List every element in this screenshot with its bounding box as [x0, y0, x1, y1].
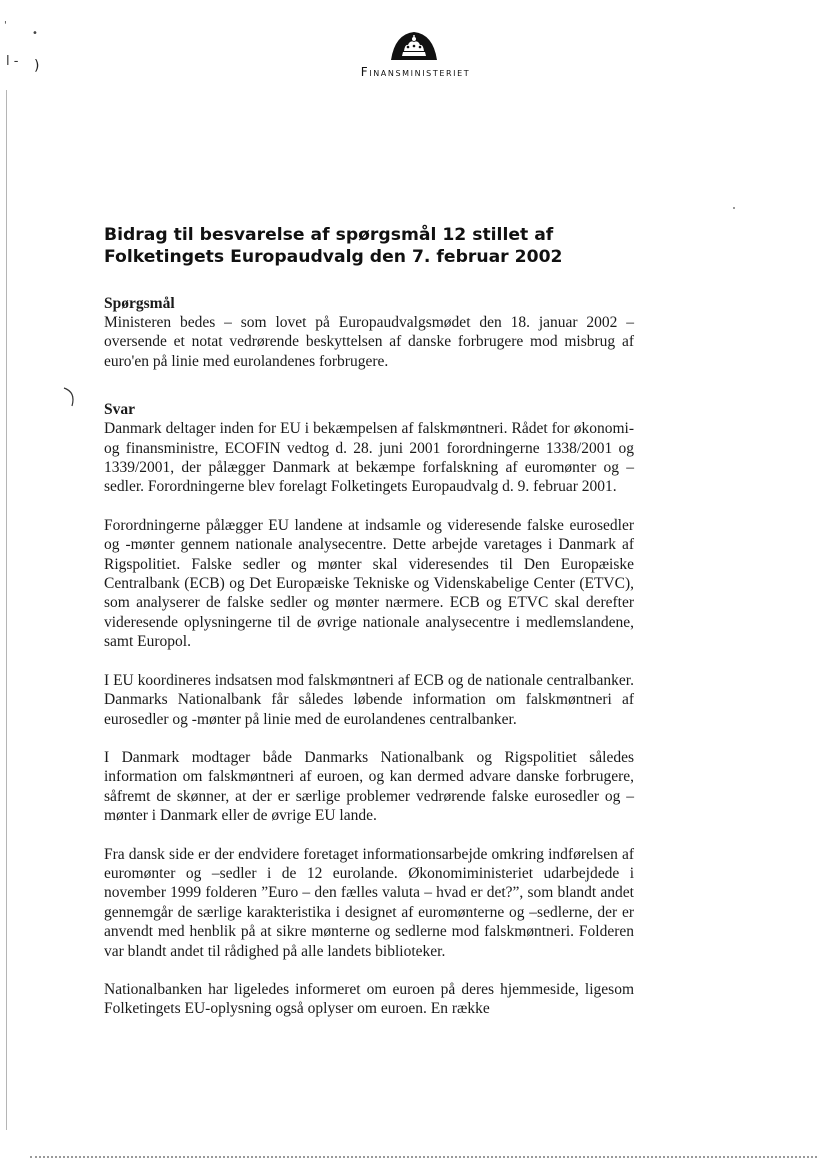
answer-paragraph: Nationalbanken har ligeledes informeret om euroen på deres hjemmeside, ligesom Folketingets EU-oplysning også oplyser om euroen. En række: [104, 980, 634, 1018]
scan-bottom-edge: [30, 1156, 817, 1158]
question-heading: Spørgsmål: [104, 295, 175, 312]
letterhead: [0, 30, 827, 79]
scan-mark: ): [34, 58, 40, 74]
answer-section: [104, 400, 634, 1019]
scan-edge-line: [6, 90, 7, 1130]
scan-speck: [733, 207, 735, 209]
answer-paragraph: Danmark deltager inden for EU i bekæmpelsen af falskmøntneri. Rådet for økonomi- og finansministre, ECOFIN vedtog d. 28. juni 2001 forordningerne 1338/2001 og 1339/2001, der pålægger Danmark at bekæmpe forfalskning af euromønter og –sedler. Forordningerne blev forelagt Folketingets Europaudvalg d. 9. februar 2001.: [104, 420, 634, 496]
scan-mark: •: [32, 28, 38, 39]
scan-mark: l -: [6, 54, 19, 69]
question-text: Ministeren bedes – som lovet på Europaudvalgsmødet den 18. januar 2002 – oversende et notat vedrørende beskyttelsen af danske forbrugere mod misbrug af euro'en på linie med eurolandenes forbrugere.: [104, 314, 634, 370]
answer-paragraph: Forordningerne pålægger EU landene at indsamle og videresende falske eurosedler og -mønter gennem nationale analysecentre. Dette arbejde varetages i Danmark af Rigspolitiet. Falske sedler og mønter skal videresendes til Den Europæiske Centralbank (ECB) og Det Europæiske Tekniske og Videnskabelige Center (ETVC), som analyserer de falske sedler og mønter nærmere. ECB og ETVC skal derefter videresende oplysningerne til de øvrige nationale analysecentre i medlemslandene, samt Europol.: [104, 516, 634, 651]
scan-bracket-mark: [62, 386, 80, 410]
answer-paragraph: Fra dansk side er der endvidere foretaget informationsarbejde omkring indførelsen af euromønter og –sedler i de 12 eurolande. Økonomiministeriet udarbejdede i november 1999 folderen ”Euro – den fælles valuta – hvad er det?”, som blandt andet gennemgår de særlige karakteristika i designet af euromønterne og –sedlerne, der er anvendt med henblik på at sikre mønterne og sedlerne mod falskmøntneri. Folderen var blandt andet til rådighed på alle landets biblioteker.: [104, 845, 634, 960]
scan-mark: ': [4, 20, 7, 31]
document-title: Bidrag til besvarelse af spørgsmål 12 stillet af Folketingets Europaudvalg den 7. februar 2002: [104, 225, 563, 267]
answer-paragraph: I Danmark modtager både Danmarks Nationalbank og Rigspolitiet således information om falskmøntneri af euroen, og kan dermed advare danske forbrugere, såfremt de skønner, at der er særlige problemer vedrørende falske eurosedler og –mønter i Danmark eller de øvrige EU lande.: [104, 748, 634, 825]
answer-paragraph: I EU koordineres indsatsen mod falskmøntneri af ECB og de nationale centralbanker. Danmarks Nationalbank får således løbende information om falskmøntneri af eurosedler og -mønter på linie med de eurolandenes centralbanker.: [104, 671, 634, 728]
answer-heading: Svar: [104, 401, 135, 419]
question-section: [104, 294, 634, 371]
ministry-name: Finansministeriet: [360, 65, 471, 79]
document-body: [104, 224, 634, 1019]
crown-icon: [389, 30, 439, 62]
